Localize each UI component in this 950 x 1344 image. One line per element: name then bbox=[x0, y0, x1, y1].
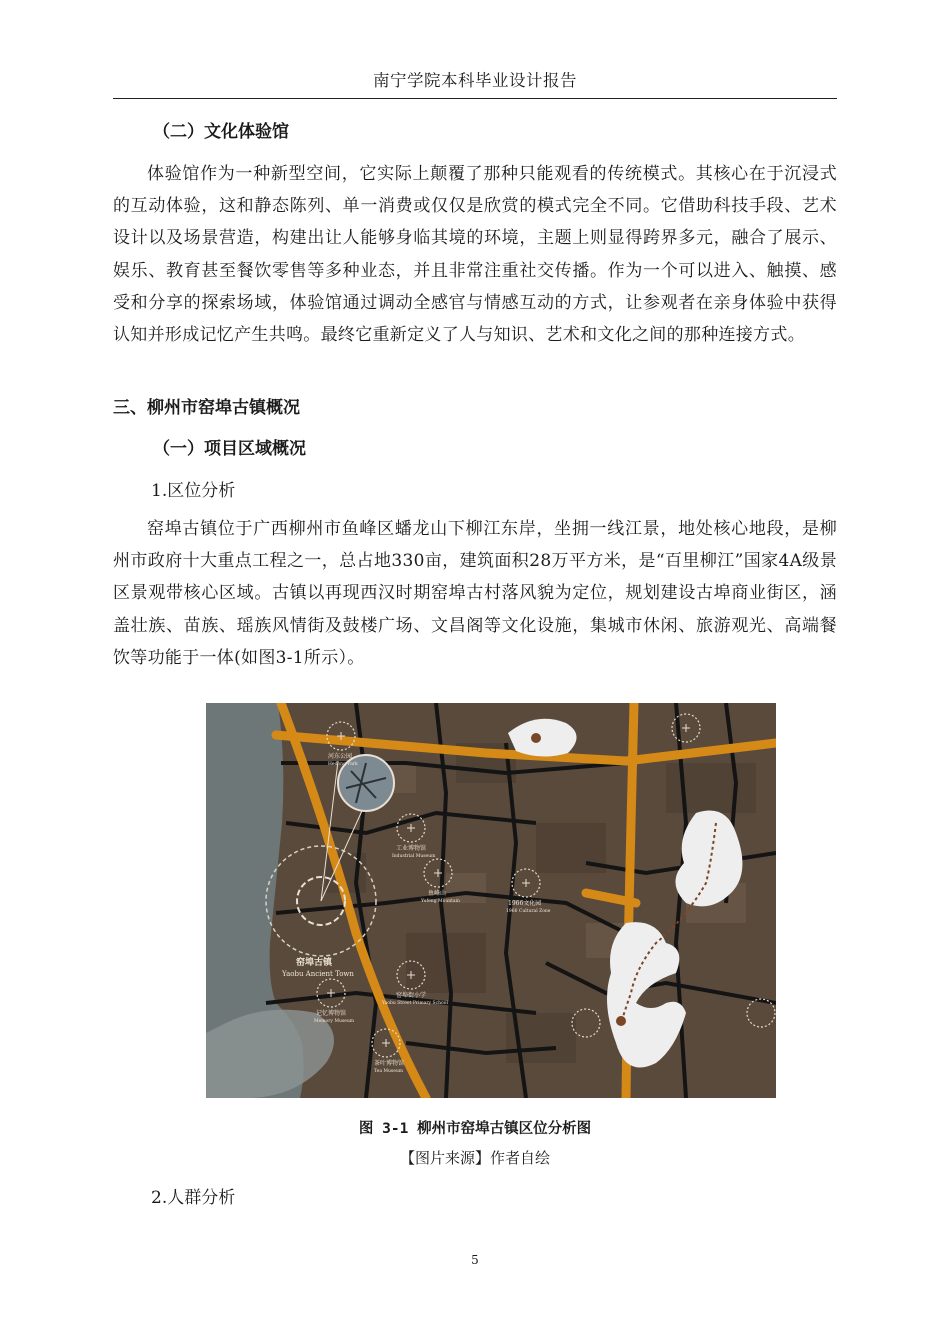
label-memory-en: Memory Museum bbox=[314, 1019, 355, 1024]
page-number: 5 bbox=[471, 1253, 479, 1267]
label-industrial-en: Industrial Museum bbox=[392, 854, 436, 859]
label-park-cn: 河东公园 bbox=[328, 753, 353, 760]
paragraph-location-analysis: 窑埠古镇位于广西柳州市鱼峰区蟠龙山下柳江东岸，坐拥一线江景，地处核心地段，是柳州市政府十大重点工程之一，总占地330亩，建筑面积28万平方米，是“百里柳江”国家4A级景区景观带核心区域。古镇以再现西汉时期窑埠古村落风貌为定位，规划建设古埠商业街区，涵盖壮族、苗族、瑶族风情街及鼓楼广场、文昌阁等文化设施，集城市休闲、旅游观光、高端餐饮等功能于一体(如图3-1所示）。 bbox=[113, 519, 837, 668]
label-park-en: Hedong Park bbox=[328, 762, 358, 767]
section-heading-yaobu-overview: 三、柳州市窑埠古镇概况 bbox=[113, 398, 300, 418]
label-town-en: Yaobu Ancient Town bbox=[282, 970, 354, 978]
label-school-en: Yaobu Street Primary School bbox=[382, 1001, 448, 1006]
figure-caption: 图 3-1 柳州市窑埠古镇区位分析图 bbox=[358, 1121, 592, 1137]
label-industrial-cn: 工业博物馆 bbox=[396, 845, 427, 852]
subheading-crowd-analysis: 2.人群分析 bbox=[151, 1188, 236, 1208]
label-school-cn: 窑埠街小学 bbox=[396, 992, 427, 999]
route-node bbox=[531, 733, 541, 743]
label-memory-cn: 记忆博物馆 bbox=[316, 1010, 347, 1017]
location-analysis-map bbox=[206, 703, 776, 1098]
label-1966-en: 1966 Cultural Zone bbox=[506, 909, 551, 914]
section-heading-cultural-experience-hall: （二）文化体验馆 bbox=[153, 122, 289, 142]
label-town-cn: 窑埠古镇 bbox=[296, 958, 333, 968]
figure-source: 【图片来源】作者自绘 bbox=[399, 1149, 550, 1167]
label-tea-en: Tea Museum bbox=[374, 1069, 404, 1074]
page-header: 南宁学院本科毕业设计报告 bbox=[113, 64, 837, 99]
subsection-heading-project-area: （一）项目区域概况 bbox=[153, 439, 306, 459]
route-node bbox=[616, 1016, 626, 1026]
label-tea-cn: 茶叶博物馆 bbox=[374, 1060, 405, 1067]
label-mountain-en: Yufeng Mountain bbox=[421, 899, 460, 904]
label-mountain-cn: 鱼峰山 bbox=[428, 890, 447, 897]
paragraph-experience-hall: 体验馆作为一种新型空间，它实际上颠覆了那种只能观看的传统模式。其核心在于沉浸式的互动体验，这和静态陈列、单一消费或仅仅是欣赏的模式完全不同。它借助科技手段、艺术设计以及场景营造，构建出让人能够身临其境的环境，主题上则显得跨界多元，融合了展示、娱乐、教育甚至餐饮零售等多种业态，并且非常注重社交传播。作为一个可以进入、触摸、感受和分享的探索场域，体验馆通过调动全感官与情感互动的方式，让参观者在亲身体验中获得认知并形成记忆产生共鸣。最终它重新定义了人与知识、艺术和文化之间的那种连接方式。 bbox=[113, 164, 837, 346]
label-1966-cn: 1966文化园 bbox=[508, 900, 542, 907]
subheading-location-analysis: 1.区位分析 bbox=[151, 481, 236, 501]
